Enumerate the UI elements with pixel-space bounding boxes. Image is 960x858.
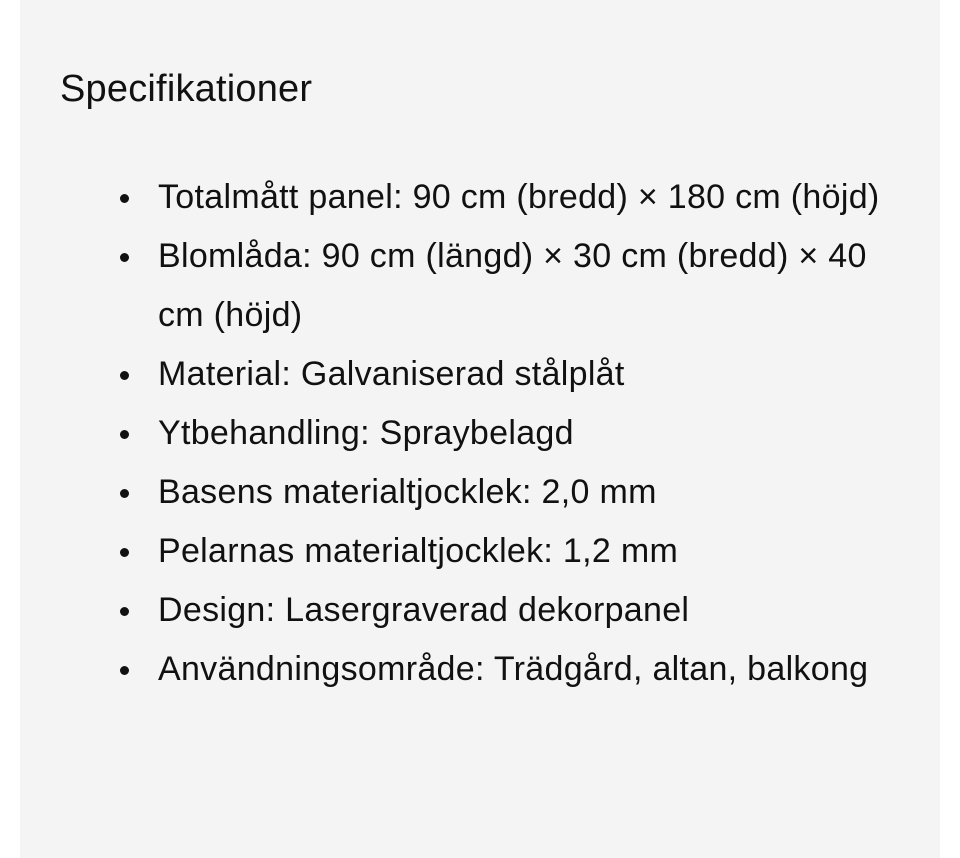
spec-item-base-thickness: Basens materialtjocklek: 2,0 mm (120, 463, 910, 522)
spec-item-usage-area: Användningsområde: Trädgård, altan, balkong (120, 640, 910, 699)
spec-item-pillar-thickness: Pelarnas materialtjocklek: 1,2 mm (120, 522, 910, 581)
spec-item-planter-box: Blomlåda: 90 cm (längd) × 30 cm (bredd) × 40 cm (höjd) (120, 227, 910, 345)
specifications-list (120, 168, 910, 699)
spec-item-surface-treatment: Ytbehandling: Spraybelagd (120, 404, 910, 463)
spec-item-material: Material: Galvaniserad stålplåt (120, 345, 910, 404)
spec-item-design: Design: Lasergraverad dekorpanel (120, 581, 910, 640)
section-title: Specifikationer (60, 68, 313, 110)
specifications-panel (20, 0, 940, 858)
spec-item-total-dimensions: Totalmått panel: 90 cm (bredd) × 180 cm (höjd) (120, 168, 910, 227)
